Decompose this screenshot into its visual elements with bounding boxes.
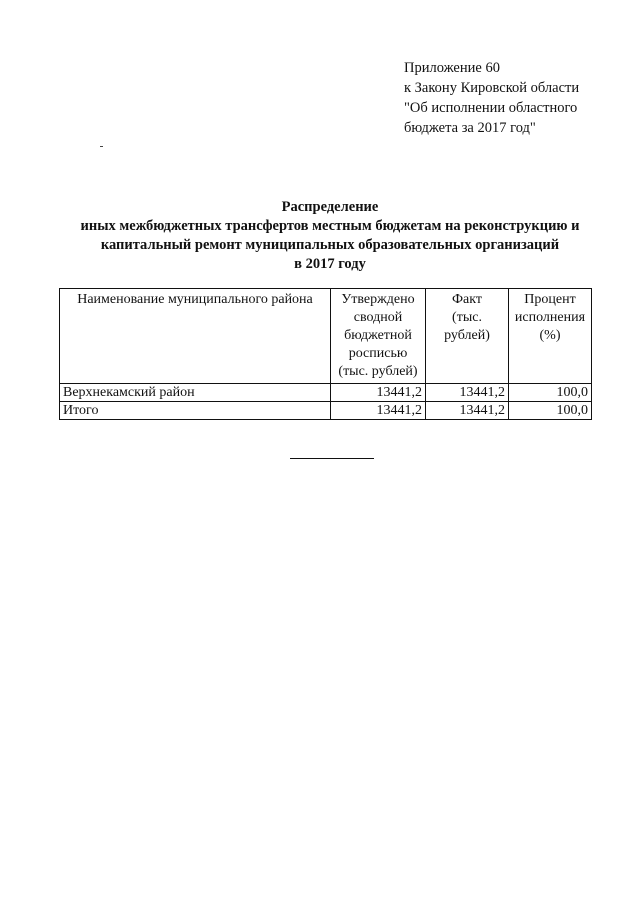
header-actual: [426, 289, 509, 384]
header-label: Процент: [524, 292, 576, 307]
title-line: капитальный ремонт муниципальных образовательных организаций: [100, 237, 560, 253]
distribution-table: [59, 288, 592, 420]
header-label: Утверждено: [341, 292, 415, 307]
header-label: сводной: [353, 310, 403, 325]
header-label: (%): [539, 328, 561, 343]
title-line: иных межбюджетных трансфертов местным бюджетам на реконструкцию и: [80, 218, 580, 234]
approved-total: 13441,2: [331, 402, 426, 420]
title-line: Распределение: [281, 199, 379, 215]
header-label: (тыс. рублей): [338, 364, 418, 379]
header-execution-percent: [509, 289, 592, 384]
total-label: Итого: [60, 402, 331, 420]
appendix-reference: [404, 58, 579, 138]
header-label: Наименование муниципального района: [77, 292, 313, 307]
document-end-line: [290, 458, 374, 459]
appendix-line: "Об исполнении областного: [404, 100, 578, 116]
header-label: (тыс. рублей): [444, 310, 490, 343]
header-approved-budget: [331, 289, 426, 384]
scan-mark: [100, 146, 103, 147]
appendix-line: Приложение 60: [404, 60, 500, 76]
title-line: в 2017 году: [294, 256, 366, 272]
header-label: Факт: [451, 292, 482, 307]
document-title: [40, 198, 620, 274]
actual-total: 13441,2: [426, 402, 509, 420]
header-label: исполнения: [514, 310, 586, 325]
percent-value: 100,0: [509, 384, 592, 402]
district-name: Верхнекамский район: [60, 384, 331, 402]
approved-value: 13441,2: [331, 384, 426, 402]
header-municipal-district: [60, 289, 331, 384]
actual-value: 13441,2: [426, 384, 509, 402]
header-label: бюджетной: [344, 328, 412, 343]
appendix-line: бюджета за 2017 год": [404, 120, 536, 136]
appendix-line: к Закону Кировской области: [404, 80, 580, 96]
header-label: росписью: [348, 346, 408, 361]
table-row-total: [60, 402, 592, 420]
percent-total: 100,0: [509, 402, 592, 420]
table-header-row: [60, 289, 592, 384]
table-row: [60, 384, 592, 402]
